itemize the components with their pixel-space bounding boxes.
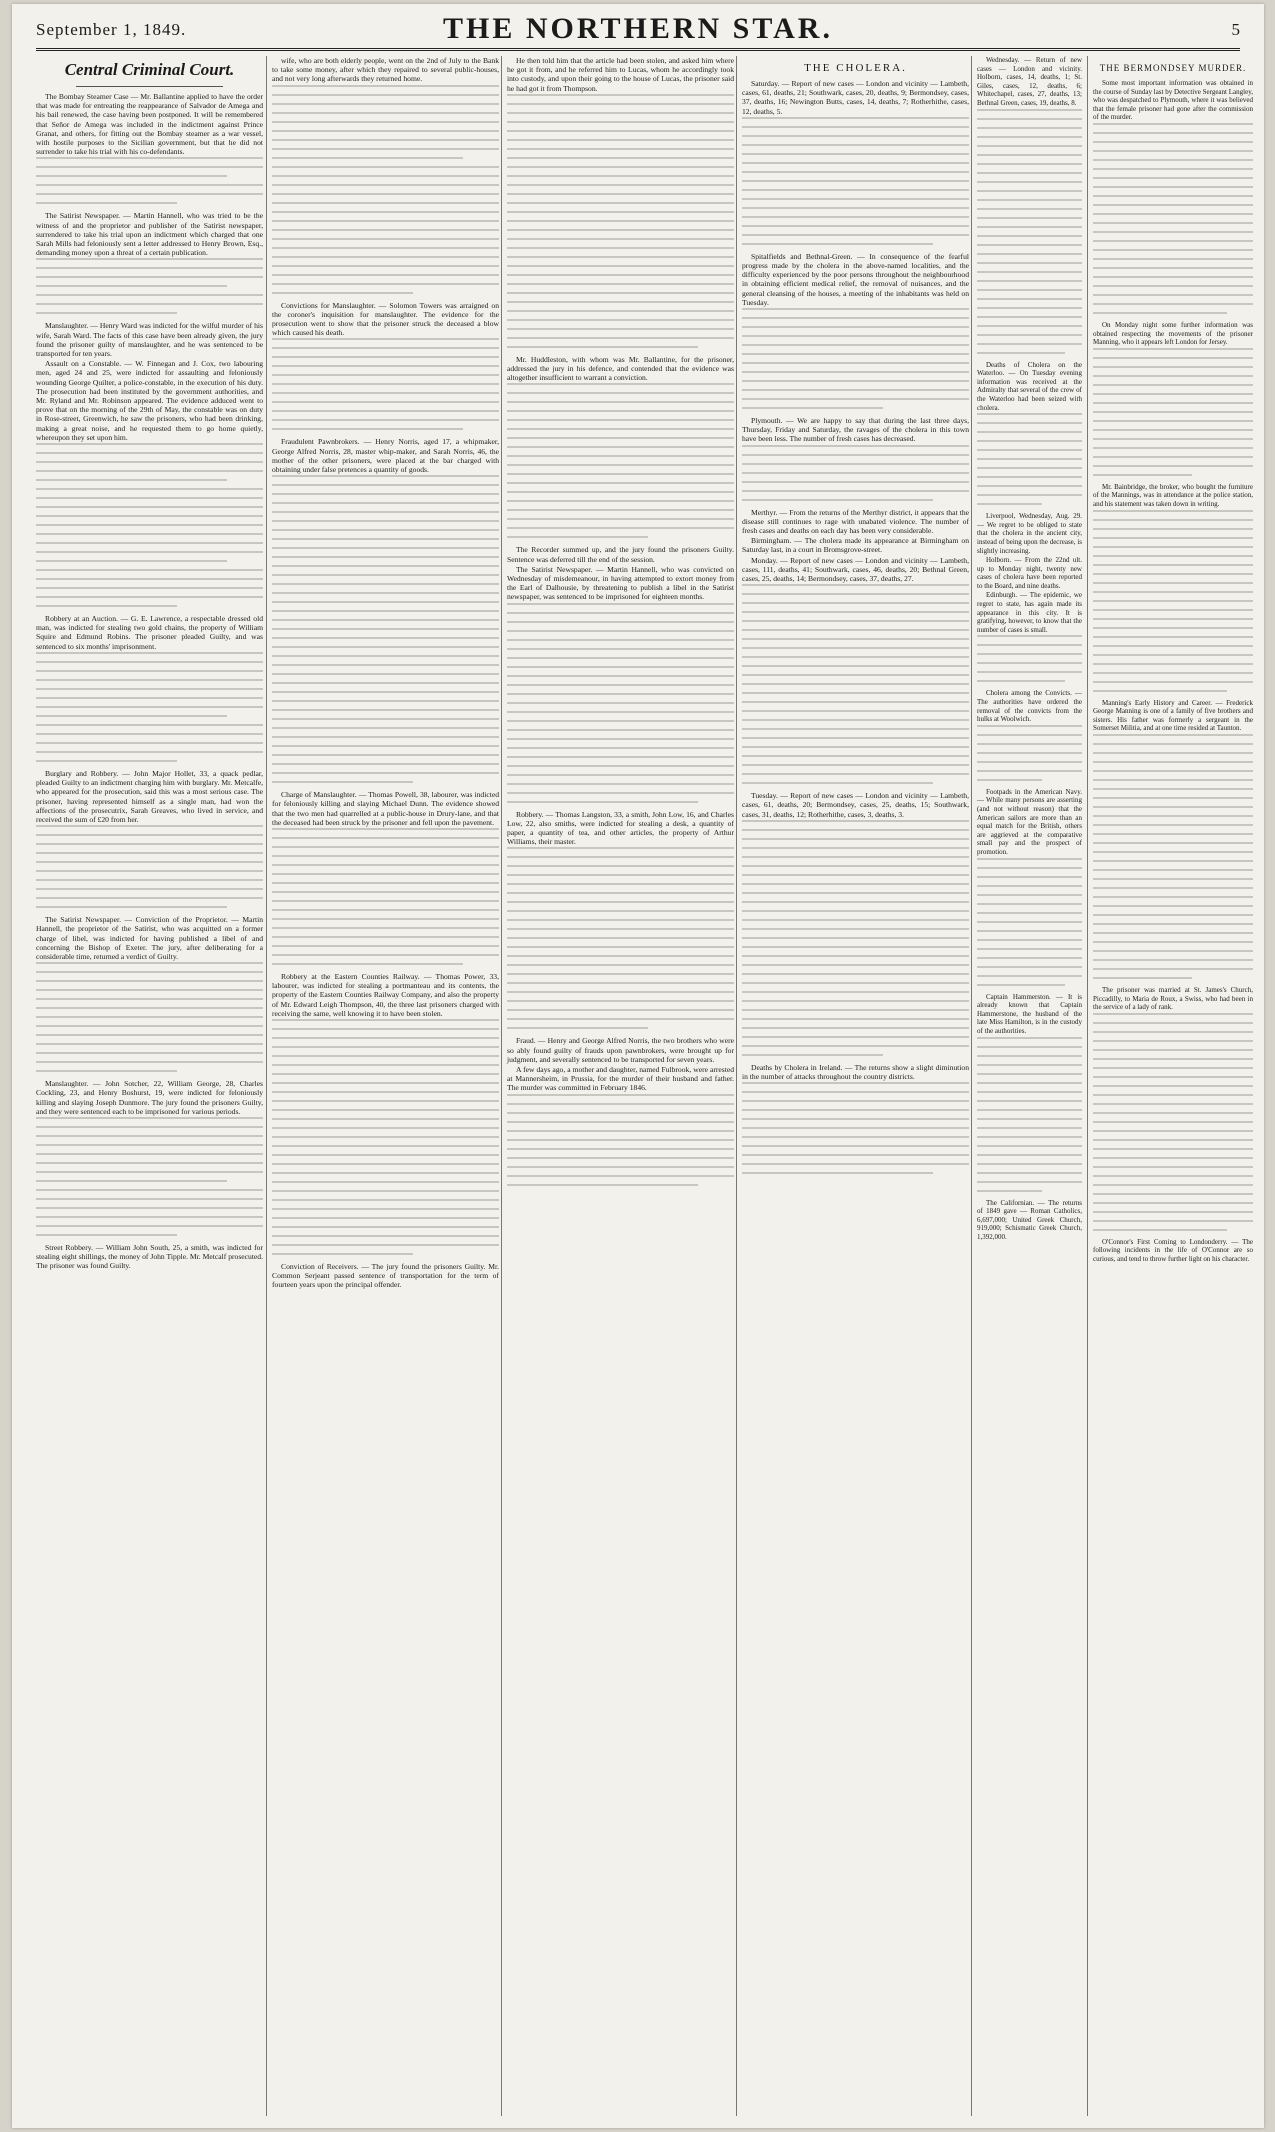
column-3 (501, 56, 734, 2116)
column-2 (266, 56, 499, 2116)
text-block (507, 94, 734, 348)
article-paragraph: Monday. — Report of new cases — London and vicinity — Lambeth, cases, 111, deaths, 41; Southwark, cases, 46, deaths, 20; Bethnal Green, cases, 25, deaths, 14; Bermondsey, cases, 37, deaths, 27. (742, 555, 969, 584)
column-5 (971, 56, 1082, 2116)
article-paragraph: wife, who are both elderly people, went on the 2nd of July to the Bank to take some money, after which they repaired to several public-houses, and not very long afterwards they returned home. (272, 56, 499, 84)
article-paragraph: Burglary and Robbery. — John Major Hollet, 33, a quack pedlar, pleaded Guilty to an indictment charging him with burglary. Mr. Metcalfe, who appeared for the prosecution, said this was a most serious case. The prisoner, having represented himself as a single man, had won the affections of the prosecutrix, Sarah Greaves, who lived in service, and received the sum of £20 from her. (36, 768, 263, 824)
article-paragraph: O'Connor's First Coming to Londonderry. — The following incidents in the life of O'Connor are so curious, and tend to throw further light on his character. (1093, 1237, 1253, 1263)
article-paragraph: Plymouth. — We are happy to say that during the last three days, Thursday, Friday and Saturday, the ravages of the cholera in this town have been less. The number of fresh cases has decreased. (742, 416, 969, 444)
column-4 (736, 56, 969, 2116)
text-block (977, 858, 1082, 986)
article-paragraph: Fraud. — Henry and George Alfred Norris, the two brothers who were so ably found guilty of frauds upon pawnbrokers, were brought up for judgment, and severally sentenced to be transported for seven years. (507, 1036, 734, 1064)
text-block (272, 475, 499, 783)
text-block (1093, 734, 1253, 979)
article-paragraph: Deaths of Cholera on the Waterloo. — On Tuesday evening information was received at the Admiralty that several of the crew of the Waterloo had been seized with cholera. (977, 360, 1082, 412)
article-paragraph: Merthyr. — From the returns of the Merthyr district, it appears that the disease still continues to rage with unabated violence. The number of fresh cases and deaths on each day has been very considerable. (742, 507, 969, 536)
text-block (977, 635, 1082, 682)
text-block (742, 445, 969, 501)
article-paragraph: Robbery at an Auction. — G. E. Lawrence, a respectable dressed old man, was indicted for stealing two gold chains, the property of William Squire and Edmund Robins. The prisoner pleaded Guilty, and was sentenced to six months' imprisonment. (36, 614, 263, 651)
article-paragraph: Footpads in the American Navy. — While many persons are asserting (and not without reason) that the American sailors are more than an equal match for the British, others are aggrieved at the comparative small pay and the prospect of promotion. (977, 787, 1082, 856)
newspaper-page (12, 4, 1264, 2128)
text-block (1093, 348, 1253, 476)
masthead (36, 10, 1240, 51)
article-paragraph: Birmingham. — The cholera made its appearance at Birmingham on Saturday last, in a court in Bromsgrove-street. (742, 536, 969, 555)
divider (76, 86, 223, 87)
text-block (36, 652, 263, 762)
article-paragraph: Conviction of Receivers. — The jury found the prisoners Guilty. Mr. Common Serjeant passed sentence of transportation for the term of fourteen years upon the principal offender. (272, 1262, 499, 1290)
text-block (1093, 1013, 1253, 1231)
article-paragraph: Convictions for Manslaughter. — Solomon Towers was arraigned on the coroner's inquisition for manslaughter. The evidence for the prosecution went to show that the prisoner struck the deceased a blow which caused his death. (272, 300, 499, 338)
text-block (36, 443, 263, 607)
text-block (742, 117, 969, 245)
issue-date: September 1, 1849. (36, 20, 187, 39)
article-paragraph: Charge of Manslaughter. — Thomas Powell, 38, labourer, was indicted for feloniously killing and slaying Michael Dunn. The evidence showed that the two men had quarrelled at a public-house in Drury-lane, and that the deceased had been struck by the prisoner and fell upon the pavement. (272, 790, 499, 827)
article-paragraph: The Satirist Newspaper. — Conviction of the Proprietor. — Martin Hannell, the proprietor of the Satirist, who was acquitted on a former charge of libel, was indicted for having published a libel of and concerning the Bishop of Exeter. The jury, after deliberating for a considerable time, returned a verdict of Guilty. (36, 915, 263, 961)
article-paragraph: The Recorder summed up, and the jury found the prisoners Guilty. Sentence was deferred till the end of the session. (507, 545, 734, 564)
text-block (742, 820, 969, 1056)
article-paragraph: Mr. Bainbridge, the broker, who bought the furniture of the Mannings, was in attendance at the police station, and his statement was taken down in writing. (1093, 482, 1253, 508)
article-paragraph: A few days ago, a mother and daughter, named Fulbrook, were arrested at Mannersheim, in Prussia, for the murder of their husband and father. The murder was committed in February 1846. (507, 1065, 734, 1093)
text-block (507, 603, 734, 803)
column-6 (1087, 56, 1253, 2116)
article-paragraph: Fraudulent Pawnbrokers. — Henry Norris, aged 17, a whipmaker, George Alfred Norris, 28, master whip-maker, and Sarah Norris, 46, the mother of the other prisoners, were placed at the bar charged with obtaining under false pretences a quantity of goods. (272, 437, 499, 475)
text-block (742, 584, 969, 784)
article-paragraph: The Californian. — The returns of 1849 gave — Roman Catholics, 6,697,000; United Greek Church, 919,000; Schismatic Greek Church, 1,392,000. (977, 1198, 1082, 1241)
text-block (272, 85, 499, 294)
article-paragraph: Holborn. — From the 22nd ult. up to Monday night, twenty new cases of cholera have been reported to the Board, and nine deaths. (977, 556, 1082, 590)
article-paragraph: Wednesday. — Return of new cases — London and vicinity. Holborn, cases, 14, deaths, 1; St. Giles, cases, 12, deaths, 6; Whitechapel, cases, 27, deaths, 13; Bethnal Green, cases, 19, deaths, 8. (977, 56, 1082, 107)
article-paragraph: The Bombay Steamer Case — Mr. Ballantine applied to have the order that was made for entreating the reappearance of Salvador de Amega and his bail renewed, the case having been postponed. It will be remembered that Señor de Amega was included in the indictment against Prince Granat, and others, for fitting out the Bombay steamer as a war vessel, with hostile purposes to the Sicilian government, but that he did not surrender to take his trial with his co-defendants. (36, 92, 263, 157)
text-block (742, 308, 969, 409)
article-paragraph: Robbery. — Thomas Langston, 33, a smith, John Low, 16, and Charles Low, 22, also smiths, were indicted for stealing a desk, a quantity of paper, a quantity of tea, and other articles, the property of Arthur Williams, their master. (507, 809, 734, 847)
text-block (272, 828, 499, 965)
article-paragraph: The Satirist Newspaper. — Martin Hannell, who was convicted on Wednesday of misdemeanour, in having attempted to extort money from the Earl of Dalhousie, by threatening to publish a libel in the Satirist newspaper, was sentenced to be imprisoned for eighteen months. (507, 564, 734, 602)
article-paragraph: On Monday night some further information was obtained respecting the movements of the prisoner Manning, who it appears left London for Jersey. (1093, 320, 1253, 347)
text-block (36, 962, 263, 1072)
article-paragraph: Manslaughter. — John Sotcher, 22, William George, 28, Charles Cockling, 23, and Henry Boshurst, 19, were indicted for feloniously killing and slaying Joseph Dunmore. The jury found the prisoners Guilty, and they were sentenced each to be imprisoned for various periods. (36, 1079, 263, 1116)
text-block (1093, 123, 1253, 314)
article-paragraph: Tuesday. — Report of new cases — London and vicinity — Lambeth, cases, 61, deaths, 20; Bermondsey, cases, 25, deaths, 15; Southwark, cases, 31, deaths, 12; Rotherhithe, cases, 3, deaths, 3. (742, 791, 969, 819)
text-block (272, 338, 499, 430)
article-paragraph: Spitalfields and Bethnal-Green. — In consequence of the fearful progress made by the cholera in the above-named localities, and the difficulty experienced by the poor persons throughout the neighbourhood in obtaining efficient medical relief, the removal of nuisances, and the general cleansing of the houses, a meeting of the inhabitants was held on Tuesday. (742, 251, 969, 307)
text-block (977, 1037, 1082, 1192)
text-block (977, 109, 1082, 354)
article-paragraph: Edinburgh. — The epidemic, we regret to state, has again made its appearance in this city. It is gratifying, however, to know that the number of cases is small. (977, 591, 1082, 634)
section-heading-cholera: THE CHOLERA. (804, 62, 907, 74)
text-block (36, 825, 263, 908)
page-number: 5 (1231, 20, 1240, 39)
article-paragraph: Cholera among the Convicts. — The authorities have ordered the removal of the convicts from the hulks at Woolwich. (977, 689, 1082, 724)
article-paragraph: Street Robbery. — William John South, 25, a smith, was indicted for stealing eight shillings, the money of John Tipple. Mr. Metcalf prosecuted. The prisoner was found Guilty. (36, 1242, 263, 1271)
text-block (272, 1019, 499, 1255)
article-paragraph: Manning's Early History and Career. — Frederick George Manning is one of a family of five brothers and sisters. His father was formerly a sergeant in the Somerset Militia, and at one time resided at Taunton. (1093, 698, 1253, 733)
text-block (507, 383, 734, 538)
column-1 (36, 56, 263, 2116)
article-paragraph: Some most important information was obtained in the course of Sunday last by Detective Sergeant Langley, who was despatched to Plymouth, where it was believed that the female prisoner had gone after the commission of the murder. (1093, 79, 1253, 122)
article-paragraph: The prisoner was married at St. James's Church, Piccadilly, to Maria de Roux, a Swiss, who had been in the service of a lady of rank. (1093, 985, 1253, 1012)
text-block (507, 847, 734, 1029)
text-block (977, 725, 1082, 781)
section-heading-criminal-court: Central Criminal Court. (64, 60, 235, 79)
article-paragraph: Captain Hammerston. — It is already known that Captain Hammerstone, the husband of the late Miss Hamilton, is in the custody of the authorities. (977, 992, 1082, 1035)
article-paragraph: Mr. Huddleston, with whom was Mr. Ballantine, for the prisoner, addressed the jury in his defence, and contended that the evidence was altogether insufficient to warrant a conviction. (507, 354, 734, 383)
text-block (507, 1094, 734, 1186)
text-block (1093, 510, 1253, 692)
article-paragraph: He then told him that the article had been stolen, and asked him where he got it from, and he referred him to Lucas, whom he accordingly took into custody, and upon their going to the house of Lucas, the prisoner said he had got it from Thompson. (507, 56, 734, 93)
article-paragraph: Deaths by Cholera in Ireland. — The returns show a slight diminution in the number of attacks throughout the country districts. (742, 1062, 969, 1082)
text-block (977, 413, 1082, 505)
newspaper-title: THE NORTHERN STAR. (443, 12, 833, 45)
text-block (36, 157, 263, 204)
article-paragraph: Robbery at the Eastern Counties Railway. — Thomas Power, 33, labourer, was indicted for stealing a portmanteau and its contents, the property of the Eastern Counties Railway Company, and also the property of Mr. Edward Leigh Thompson, 40, the three last prisoners charged with receiving the same, well knowing it to have been stolen. (272, 972, 499, 1018)
text-block (36, 258, 263, 314)
article-paragraph: The Satirist Newspaper. — Martin Hannell, who was tried to be the witness of and the proprietor and publisher of the Satirist newspaper, surrendered to take his trial upon an indictment which charged that one Sarah Mills had feloniously sent a letter addressed to Henry Brown, Esq., demanding money upon a threat of a certain publication. (36, 211, 263, 258)
text-block (742, 1082, 969, 1174)
section-heading-bermondsey-murder: THE BERMONDSEY MURDER. (1099, 63, 1247, 73)
article-paragraph: Saturday. — Report of new cases — London and vicinity — Lambeth, cases, 61, deaths, 21; Southwark, cases, 20, deaths, 9; Bermondsey, cases, 37, deaths, 16; Newington Butts, cases, 14, deaths, 7; Rotherhithe, cases, 12, deaths, 5. (742, 79, 969, 116)
article-paragraph: Manslaughter. — Henry Ward was indicted for the wilful murder of his wife, Sarah Ward. The facts of this case have been already given, the jury found the prisoner guilty of manslaughter, and he was sentenced to be transported for ten years. (36, 321, 263, 359)
text-block (36, 1117, 263, 1236)
article-paragraph: Liverpool, Wednesday, Aug. 29. — We regret to be obliged to state that the cholera in the ancient city, instead of being upon the decrease, is slightly increasing. (977, 512, 1082, 555)
article-paragraph: Assault on a Constable. — W. Finnegan and J. Cox, two labouring men, aged 24 and 25, were indicted for assaulting and feloniously wounding George Quilter, a police-constable, in the execution of his duty. The prosecution had been instituted by the government authorities, and Mr. Ryland and Mr. Robinson appeared. The evidence adduced went to prove that on the morning of the 29th of May, the constable was on duty in Rose-street, Greenwich, he saw the prisoners, who had been drinking, making a great noise, and he requested them to go home quietly, whereupon they set upon him. (36, 359, 263, 442)
